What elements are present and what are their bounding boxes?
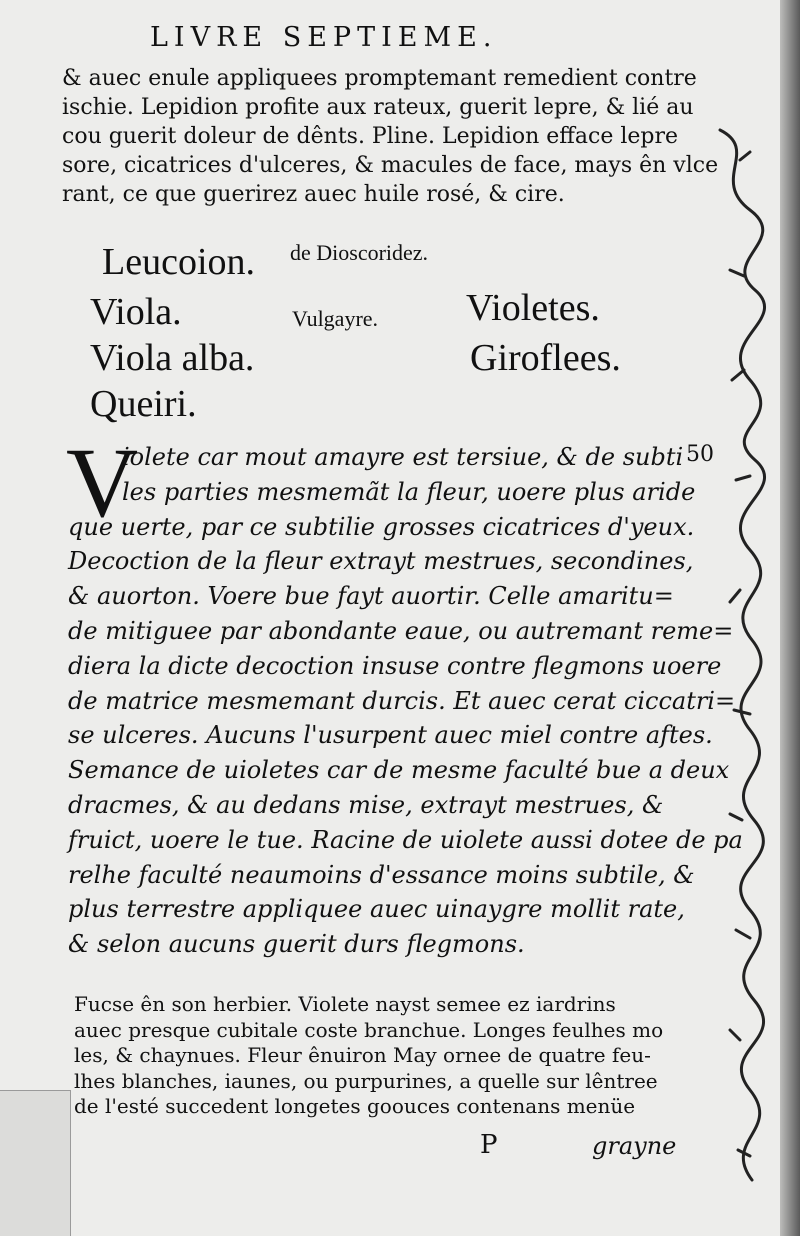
heading-queiri: Queiri. [90, 383, 197, 425]
margin-folio-number: 50 [686, 442, 714, 467]
text-line: auec presque cubitale coste branchue. Longes feulhes mo [74, 1017, 664, 1042]
top-paragraph [62, 64, 719, 209]
handwritten-margin-note [700, 120, 780, 1230]
text-line: & auorton. Voere bue fayt auortir. Celle amaritu= [68, 582, 674, 611]
text-line: les, & chaynues. Fleur ênuiron May ornee de quatre feu- [74, 1043, 651, 1068]
text-line: Semance de uioletes car de mesme faculté bue a deux [68, 756, 730, 785]
text-line: fruict, uoere le tue. Racine de uiolete aussi dotee de pa [68, 825, 743, 854]
text-line: les parties mesmemãt la fleur, uoere plus aride [122, 477, 696, 506]
heading-vulgayre: Vulgayre. [292, 306, 379, 331]
text-line: de mitiguee par abondante eaue, ou autremant reme= [68, 616, 734, 645]
text-line: de l'esté succedent longetes goouces contenans menüe [74, 1094, 636, 1119]
drop-cap: V [66, 427, 139, 538]
text-line: sore, cicatrices d'ulceres, & macules de face, mays ên vlce [62, 153, 719, 178]
running-head: LIVRE SEPTIEME. [150, 22, 498, 53]
heading-viola: Viola. [90, 291, 182, 333]
text-line: rant, ce que guerirez auec huile rosé, & cire. [62, 182, 565, 207]
text-line: iolete car mout amayre est tersiue, & de subti [122, 443, 684, 471]
bottom-paragraph [74, 992, 684, 1120]
heading-viola-alba: Viola alba. [90, 337, 255, 379]
text-line: cou guerit doleur de dênts. Pline. Lepidion efface lepre [62, 124, 679, 149]
heading-leucoion: Leucoion. [102, 241, 256, 283]
text-line: & auec enule appliquees promptemant remedient contre [62, 66, 697, 91]
text-line: que uerte, par ce subtilie grosses cicatrices d'yeux. [68, 512, 695, 541]
page-corner-tab [0, 1090, 71, 1236]
text-line: Decoction de la fleur extrayt mestrues, secondines, [68, 547, 694, 576]
text-line: & selon aucuns guerit durs flegmons. [68, 930, 525, 959]
text-line: plus terrestre appliquee auec uinaygre mollit rate, [68, 895, 685, 924]
heading-de-dioscoridez: de Dioscoridez. [290, 240, 429, 265]
text-line: ischie. Lepidion profite aux rateux, guerit lepre, & lié au [62, 95, 694, 120]
text-line: dracmes, & au dedans mise, extrayt mestrues, & [68, 790, 664, 819]
text-line: Fucse ên son herbier. Violete nayst semee ez iardrins [74, 992, 616, 1016]
text-line: diera la dicte decoction insuse contre flegmons uoere [68, 651, 722, 680]
text-line: relhe faculté neaumoins d'essance moins subtile, & [68, 860, 695, 889]
text-line: de matrice mesmemant durcis. Et auec cerat ciccatri= [68, 686, 736, 715]
book-spine [780, 0, 800, 1236]
text-line: se ulceres. Aucuns l'usurpent auec miel contre aftes. [68, 721, 713, 750]
catchword: grayne [592, 1132, 677, 1160]
heading-violetes: Violetes. [466, 287, 600, 329]
signature-mark: P [480, 1130, 498, 1160]
heading-giroflees: Giroflees. [470, 337, 621, 379]
text-line: lhes blanches, iaunes, ou purpurines, a quelle sur lêntree [74, 1068, 658, 1093]
